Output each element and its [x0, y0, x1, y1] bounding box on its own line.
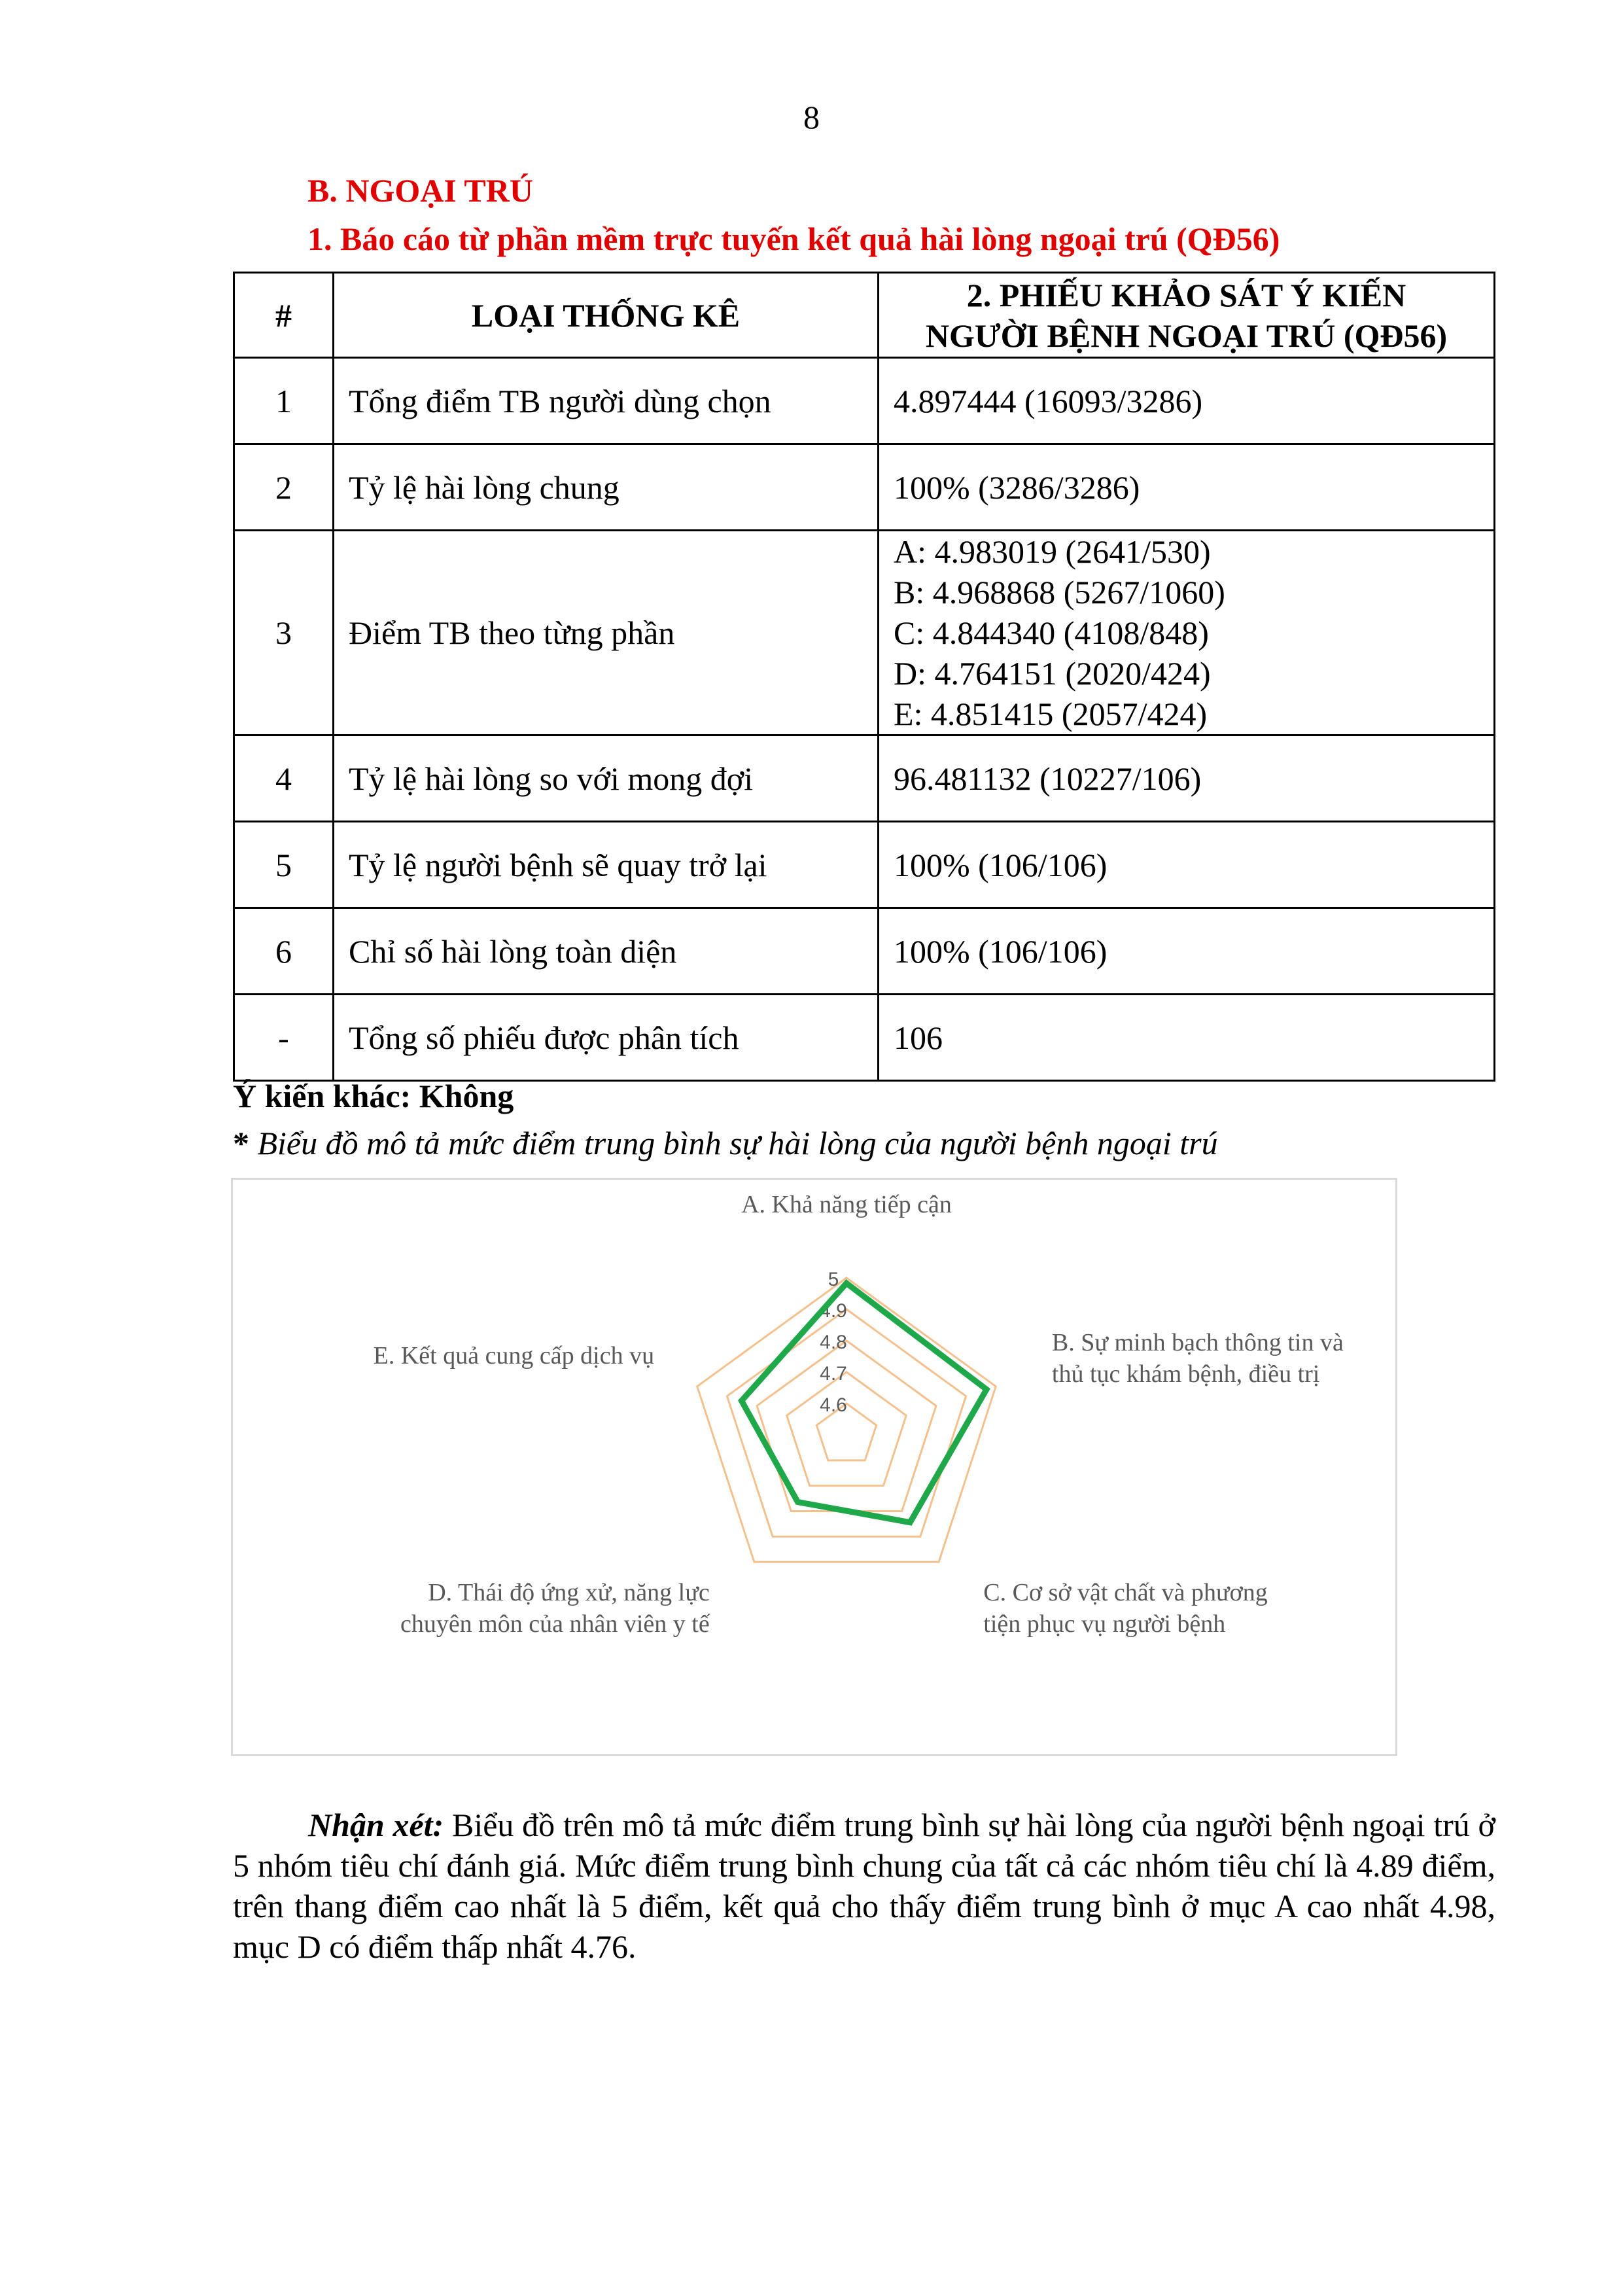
comment-paragraph — [233, 1805, 1495, 1967]
table-header-row — [234, 273, 1495, 358]
part-score-d: D: 4.764151 (2020/424) — [894, 655, 1211, 692]
row-stat-name: Tỷ lệ người bệnh sẽ quay trở lại — [334, 822, 879, 908]
row-stat-name: Điểm TB theo từng phần — [334, 531, 879, 735]
row-number: 6 — [234, 908, 334, 995]
row-stat-name: Tổng số phiếu được phân tích — [334, 995, 879, 1081]
header-survey-line2: NGƯỜI BỆNH NGOẠI TRÚ (QĐ56) — [925, 317, 1448, 354]
part-score-e: E: 4.851415 (2057/424) — [894, 696, 1208, 732]
row-number: - — [234, 995, 334, 1081]
chart-caption — [233, 1124, 1218, 1162]
radar-tick-label: 4.9 — [820, 1300, 847, 1322]
table-row — [234, 908, 1495, 995]
radar-gridline — [787, 1372, 907, 1486]
row-stat-values — [879, 531, 1495, 735]
table-row — [234, 531, 1495, 735]
header-number: # — [234, 273, 334, 358]
comment-text: Biểu đồ trên mô tả mức điểm trung bình sự hài lòng của người bệnh ngoại trú ở 5 nhóm tiêu chí đánh giá. Mức điểm trung bình chung của tất cả các nhóm tiêu chí là 4.89 điểm, trên thang điểm cao nhất là 5 điểm, kết quả cho thấy điểm trung bình ở mục A cao nhất 4.98, mục D có điểm thấp nhất 4.76. — [233, 1807, 1495, 1965]
row-stat-name: Tỷ lệ hài lòng so với mong đợi — [334, 735, 879, 822]
section-title: B. NGOẠI TRÚ — [307, 172, 533, 209]
comment-label: Nhận xét: — [308, 1807, 444, 1843]
row-number: 1 — [234, 358, 334, 444]
other-opinion: Ý kiến khác: Không — [233, 1078, 514, 1114]
table-row — [234, 735, 1495, 822]
radar-chart-frame — [231, 1178, 1397, 1756]
row-number: 2 — [234, 444, 334, 531]
header-survey-line1: 2. PHIẾU KHẢO SÁT Ý KIẾN — [966, 276, 1406, 313]
radar-category-label: B. Sự minh bạch thông tin và thủ tục khám bệnh, điều trị — [1051, 1329, 1344, 1388]
radar-category-label: C. Cơ sở vật chất và phương tiện phục vụ người bệnh — [983, 1578, 1268, 1638]
subsection-title: 1. Báo cáo từ phần mềm trực tuyến kết quả hài lòng ngoại trú (QĐ56) — [307, 221, 1280, 257]
row-number: 3 — [234, 531, 334, 735]
row-number: 5 — [234, 822, 334, 908]
row-stat-value: 4.897444 (16093/3286) — [879, 358, 1495, 444]
part-score-b: B: 4.968868 (5267/1060) — [894, 574, 1225, 610]
row-stat-name: Chỉ số hài lòng toàn diện — [334, 908, 879, 995]
part-score-c: C: 4.844340 (4108/848) — [894, 614, 1209, 651]
row-stat-value: 100% (3286/3286) — [879, 444, 1495, 531]
radar-tick-label: 4.7 — [820, 1363, 847, 1385]
radar-category-label: D. Thái độ ứng xử, năng lực chuyên môn của nhân viên y tế — [400, 1578, 710, 1638]
row-stat-name: Tỷ lệ hài lòng chung — [334, 444, 879, 531]
table-row — [234, 995, 1495, 1081]
part-score-a: A: 4.983019 (2641/530) — [894, 533, 1211, 570]
statistics-table — [233, 272, 1495, 1082]
caption-text: Biểu đồ mô tả mức điểm trung bình sự hài lòng của người bệnh ngoại trú — [257, 1125, 1218, 1161]
radar-tick-label: 5 — [828, 1269, 839, 1290]
header-survey — [879, 273, 1495, 358]
row-number: 4 — [234, 735, 334, 822]
table-row — [234, 822, 1495, 908]
caption-star: * — [233, 1125, 249, 1161]
row-stat-value: 100% (106/106) — [879, 822, 1495, 908]
radar-category-label: A. Khả năng tiếp cận — [741, 1191, 952, 1218]
radar-tick-label: 4.8 — [820, 1332, 847, 1353]
radar-tick-label: 4.6 — [820, 1394, 847, 1416]
table-row — [234, 358, 1495, 444]
page-number: 8 — [803, 99, 820, 135]
row-stat-name: Tổng điểm TB người dùng chọn — [334, 358, 879, 444]
table-row — [234, 444, 1495, 531]
row-stat-value: 100% (106/106) — [879, 908, 1495, 995]
radar-category-label: E. Kết quả cung cấp dịch vụ — [373, 1342, 655, 1370]
row-stat-value: 96.481132 (10227/106) — [879, 735, 1495, 822]
radar-chart — [233, 1180, 1395, 1754]
header-stat-type: LOẠI THỐNG KÊ — [334, 273, 879, 358]
row-stat-value: 106 — [879, 995, 1495, 1081]
